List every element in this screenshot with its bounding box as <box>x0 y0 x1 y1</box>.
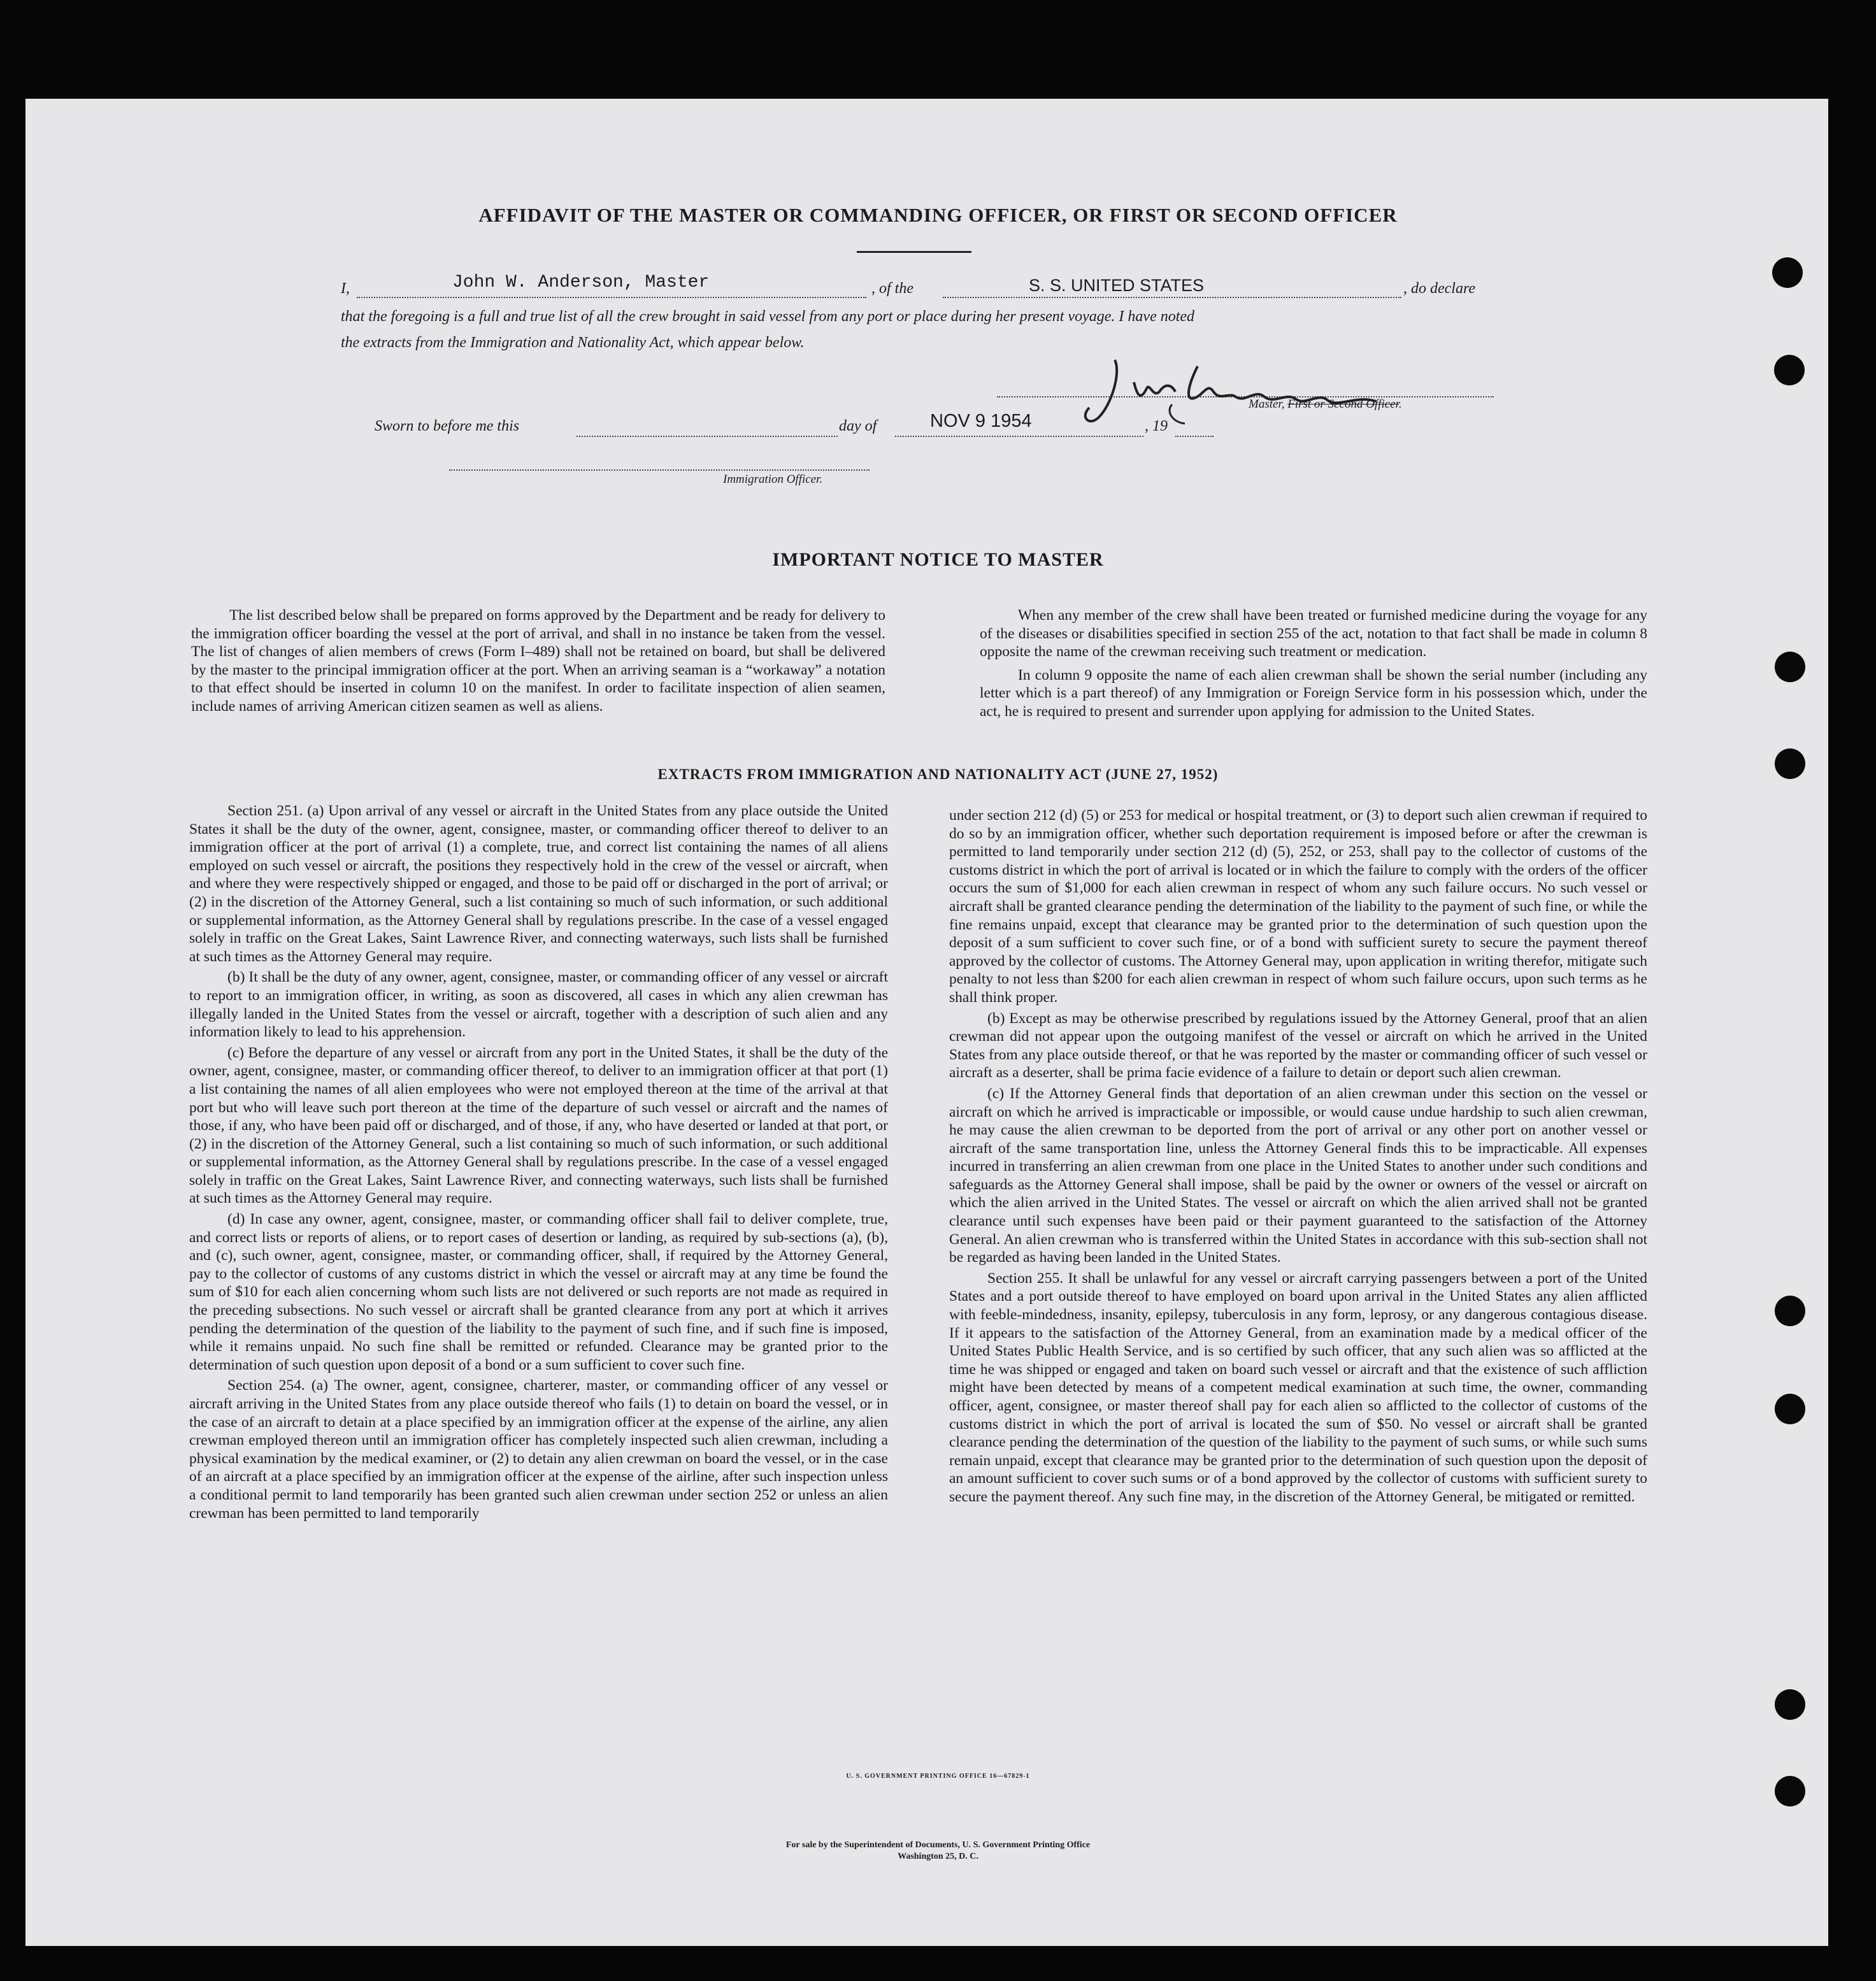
immigration-officer-line <box>449 469 870 471</box>
section-251-a: Section 251. (a) Upon arrival of any vessel or aircraft in the United States from any place outside the United States it shall be the duty of the owner, agent, consignee, master, or commanding officer thereof to deliver to an immigration officer at the port of arrival (1) a complete, true, and correct list containing the names of all aliens employed on such vessel or aircraft, the positions they respectively hold in the crew of the vessel or aircraft, when and where they were respectively shipped or engaged, and those to be paid off or discharged in the port of arrival; or (2) in the discretion of the Attorney General, such a list containing so much of such information, or such additional or supplemental information, as the Attorney General shall by regulations prescribe. In the case of a vessel engaged solely in traffic on the Great Lakes, Saint Lawrence River, and connecting waterways, such lists shall be furnished at such times as the Attorney General may require. <box>189 803 888 965</box>
section-251-d: (d) In case any owner, agent, consignee, master, or commanding officer shall fail to deliver complete, true, and correct lists or reports of aliens, or to report cases of desertion or landing, as required by sub-sections (a), (b), and (c), such owner, agent, consignee, master, or commanding officer, shall, if required by the Attorney General, pay to the collector of customs of any customs district in which the vessel or aircraft may at any time be found the sum of $10 for each alien concerning whom such lists are not delivered or such reports are not made as required in the preceding subsections. No such vessel or aircraft shall be granted clearance from any port at which it arrives pending the determination of the question of the liability to the payment of such fine, and if such fine is imposed, while it remains unpaid. No such fine shall be remitted or refunded. Clearance may be granted prior to the determination of such question upon deposit of a bond or a sum sufficient to cover such fine. <box>189 1211 888 1373</box>
of-the-label: , of the <box>871 280 913 297</box>
heading-rule <box>857 251 971 253</box>
punch-hole <box>1775 1776 1805 1806</box>
section-251-b: (b) It shall be the duty of any owner, agent, consignee, master, or commanding officer of any vessel or aircraft to report to an immigration officer, in writing, as soon as discovered, all cases in which any alien crewman has illegally landed in the United States from the vessel or aircraft, together with a description of such alien and any information likely to lead to his apprehension. <box>189 969 888 1041</box>
punch-hole <box>1775 1394 1805 1424</box>
sworn-label: Sworn to before me this <box>375 418 520 434</box>
sworn-blank <box>576 436 838 437</box>
notice-right-paragraph-1: When any member of the crew shall have been treated or furnished medicine during the voyage for any of the diseases or disabilities specified in section 255 of the act, notation to that fact shall be made in column 8 opposite the name of the crewman receiving such treatment or medication. <box>980 607 1647 661</box>
punch-hole <box>1775 652 1805 682</box>
day-of-label: day of <box>839 418 877 434</box>
extracts-title: EXTRACTS FROM IMMIGRATION AND NATIONALITY ACT (JUNE 27, 1952) <box>657 766 1219 782</box>
declaration-line-2: that the foregoing is a full and true list of all the crew brought in said vessel from any port or place during her present voyage. I have noted <box>341 308 1195 325</box>
extracts-left-column <box>189 802 888 1525</box>
notice-right-paragraph-2: In column 9 opposite the name of each alien crewman shall be shown the serial number (including any letter which is a part thereof) of any Immigration or Foreign Service form in his possession which, under the act, he is required to present and surrender upon applying for admission to the United States. <box>980 666 1647 720</box>
section-254-a: Section 254. (a) The owner, agent, consignee, charterer, master, or commanding officer of any vessel or aircraft arriving in the United States from any place outside thereof who fails (1) to detain on board the vessel, or in the case of an aircraft to detain at a place specified by an immigration officer at the expense of the airline, any alien crewman employed thereon until an immigration officer has completely inspected such alien crewman, including a physical examination by the medical examiner, or (2) to detain any alien crewman on board the vessel, or in the case of an aircraft at a place specified by an immigration officer at the expense of the airline, after such inspection unless a conditional permit to land temporarily has been granted such alien crewman under section 252 or unless an alien crewman has been permitted to land temporarily <box>189 1377 888 1522</box>
notice-left <box>191 606 885 719</box>
declaration-line-3: the extracts from the Immigration and Nationality Act, which appear below. <box>341 334 805 351</box>
notice-right <box>980 606 1647 724</box>
punch-hole <box>1775 1296 1805 1326</box>
name-blank <box>357 297 866 298</box>
immigration-officer-label: Immigration Officer. <box>723 473 823 486</box>
master-label <box>1249 397 1402 411</box>
punch-hole <box>1774 355 1805 385</box>
period: . <box>1398 397 1402 411</box>
signature-image <box>1077 347 1433 430</box>
section-251-c: (c) Before the departure of any vessel or aircraft from any port in the United States, it shall be the duty of the owner, agent, consignee, master, or commanding officer thereof, to deliver to an immigration officer at that port (1) a list containing the names of all alien employees who were not employed thereon at the time of the arrival at that port but who will leave such port thereon at the time of the departure of such vessel or aircraft and the names of those, if any, who have been paid off or discharged, and of those, if any, who have deserted or landed at that port, or (2) in the discretion of the Attorney General, such a list containing so much of such information, or such additional or supplemental information, as the Attorney General shall by regulations prescribe. In the case of a vessel engaged solely in traffic on the Great Lakes, Saint Lawrence River, and connecting waterways, such lists shall be furnished at such times as the Attorney General may require. <box>189 1044 888 1207</box>
master-word: Master, <box>1249 397 1285 411</box>
extracts-right-column <box>949 806 1647 1509</box>
year-blank <box>1175 436 1214 437</box>
footer-line-2: Washington 25, D. C. <box>898 1852 978 1861</box>
footer-line-1: For sale by the Superintendent of Documents, U. S. Government Printing Office <box>785 1840 1091 1850</box>
date-blank <box>895 436 1143 437</box>
section-254-c: (c) If the Attorney General finds that deportation of an alien crewman under this section on the vessel or aircraft on which he arrived is impracticable or impossible, or would cause undue hardship to such alien crewman, he may cause the alien crewman to be deported from the port of arrival or any other port on another vessel or aircraft of the same transportation line, unless the Attorney General finds this to be impracticable. All expenses incurred in transferring an alien crewman from one place in the United States to another under such conditions and safeguards as the Attorney General shall impose, shall be paid by the owner or owners of the vessel or aircraft on which the alien arrived in the United States. The vessel or aircraft on which the alien arrived shall not be granted clearance until such expenses have been paid or their payment guaranteed to the satisfaction of the Attorney General. An alien crewman who is transferred within the United States in accordance with this sub-section shall not be regarded as having been landed in the United States. <box>949 1085 1647 1266</box>
year-prefix: , 19 <box>1145 418 1168 434</box>
notice-left-paragraph: The list described below shall be prepared on forms approved by the Department and be ready for delivery to the immigration officer boarding the vessel at the port of arrival, and shall in no instance be taken from the vessel. The list of changes of alien members of crews (Form I–489) shall not be retained on board, but shall be delivered by the master to the principal immigration officer at the port. When an arriving seaman is a “workaway” a notation to that effect should be inserted in column 10 on the manifest. In order to facilitate inspection of alien seamen, include names of arriving American citizen seamen as well as aliens. <box>191 607 885 715</box>
affidavit-heading: AFFIDAVIT OF THE MASTER OR COMMANDING OFFICER, OR FIRST OR SECOND OFFICER <box>478 204 1398 226</box>
vessel-blank <box>943 297 1401 298</box>
section-254-a-cont: under section 212 (d) (5) or 253 for medical or hospital treatment, or (3) to deport such alien crewman if required to do so by an immigration officer, whether such deportation requirement is imposed before or after the crewman is permitted to land temporarily under section 212 (d) (5), 252, or 253, shall pay to the collector of customs of the customs district in which the port of arrival is located or in which the failure to comply with the orders of the officer occurs the sum of $1,000 for each alien crewman in respect of whom any such failure occurs. No such vessel or aircraft shall be granted clearance pending the determination of the liability to the payment of such fine, or while the fine remains unpaid, except that clearance may be granted prior to the determination of such question upon the deposit of a sum sufficient to cover such fine, or of a bond with sufficient surety to secure the payment thereof approved by the collector of customs. The Attorney General may, upon application in writing therefor, mitigate such penalty to not less than $200 for each alien crewman in respect of whom such failure occurs, upon such terms as he shall think proper. <box>949 807 1647 1006</box>
section-254-b: (b) Except as may be otherwise prescribed by regulations issued by the Attorney General, proof that an alien crewman did not appear upon the outgoing manifest of the vessel or aircraft on which he arrived in the United States from any place outside thereof, or that he was reported by the master or commanding officer of such vessel or aircraft as a deserter, shall be prima facie evidence of a failure to detain or deport such alien crewman. <box>949 1010 1647 1082</box>
vessel-name: S. S. UNITED STATES <box>1029 276 1205 295</box>
struck-officer-text: First or Second Officer <box>1287 397 1399 411</box>
master-name: John W. Anderson, Master <box>452 273 710 292</box>
sworn-date: NOV 9 1954 <box>930 411 1032 431</box>
punch-hole <box>1772 257 1803 288</box>
printing-office-code: U. S. GOVERNMENT PRINTING OFFICE 16—67829-1 <box>846 1773 1030 1780</box>
punch-hole <box>1775 1689 1805 1720</box>
notice-title: IMPORTANT NOTICE TO MASTER <box>772 549 1104 570</box>
section-255: Section 255. It shall be unlawful for any vessel or aircraft carrying passengers between a port of the United States and a port outside thereof to have employed on board upon arrival in the United States any alien afflicted with feeble-mindedness, insanity, epilepsy, tuberculosis in any form, leprosy, or any dangerous contagious disease. If it appears to the satisfaction of the Attorney General, from an examination made by a medical officer of the United States Public Health Service, and is so certified by such officer, that any such alien was so afflicted at the time he was shipped or engaged and taken on board such vessel or aircraft and that the existence of such affliction might have been detected by means of a competent medical examination at such time, the owner, commanding officer, agent, consignee, or master thereof shall pay for each alien so afflicted to the collector of customs of the customs district in which the port of arrival is located the sum of $50. No vessel or aircraft shall be granted clearance pending the determination of the question of the liability to the payment of such sums, or while such sums remain unpaid, except that clearance may be granted prior to the determination of such question upon the deposit of an amount sufficient to cover such sums or of a bond approved by the collector of customs with sufficient surety to secure the payment thereof. Any such fine may, in the discretion of the Attorney General, be mitigated or remitted. <box>949 1269 1647 1505</box>
declaration-prefix: I, <box>341 280 350 297</box>
do-declare-label: , do declare <box>1403 280 1476 297</box>
